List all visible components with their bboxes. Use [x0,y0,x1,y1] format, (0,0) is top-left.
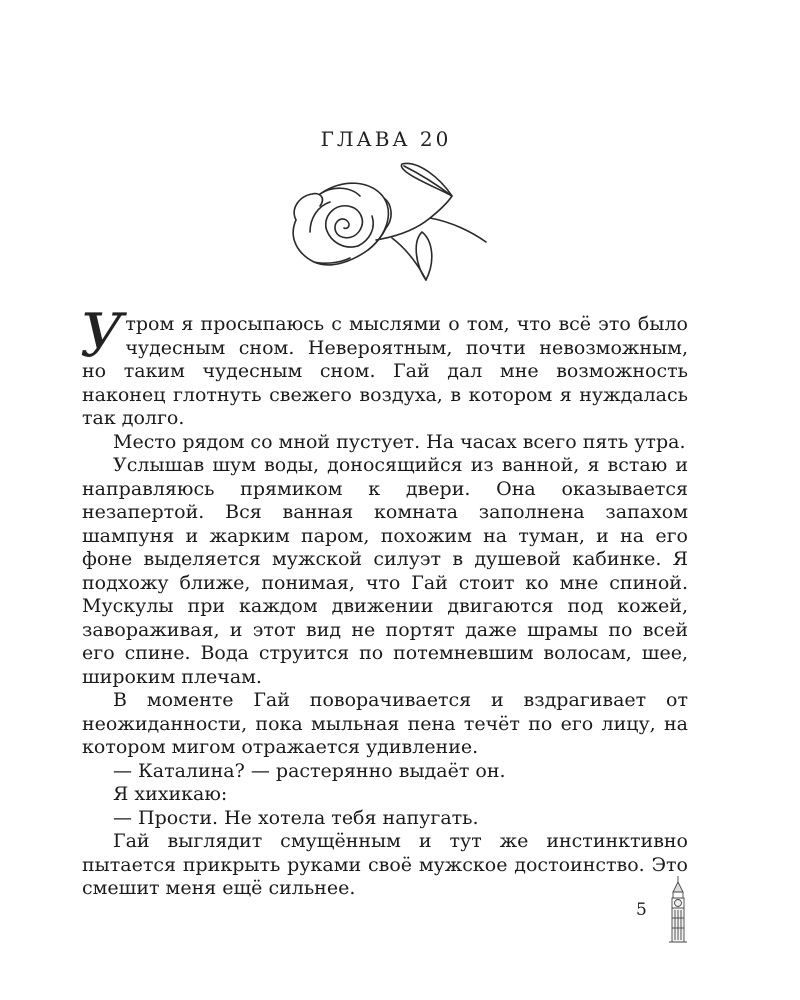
dialogue-line: — Каталина? — растерянно выдаёт он. [113,759,506,782]
drop-cap: У [80,301,124,371]
paragraph: Я хихикаю: [113,783,228,805]
page-number: 5 [636,900,647,920]
rose-illustration [280,158,490,288]
paragraph: Услышав шум воды, доносящийся из ванной, я встаю и направляюсь прямиком к двери. Она оказывается незапертой. Вся ванная комната заполнена запахом шампуня и жарким паром, похожим на туман, и на его фоне выделяется мужской силуэт в душевой кабинке. Я подхожу ближе, понимая, что Гай стоит ко мне спиной. Мускулы при каждом движении двигаются под кожей, завораживая, и этот вид не портят даже шрамы по всей его спине. Вода струится по потемневшим волосам, шее, широким плечам. [82,454,688,688]
clock-tower-icon [664,876,692,944]
paragraph: Гай выглядит смущённым и тут же инстинктивно пытается прикрыть руками своё мужское достоинство. Это смешит меня ещё сильнее. [82,830,688,899]
chapter-title: ГЛАВА 20 [320,127,452,151]
paragraph: Утром я просыпаюсь с мыслями о том, что всё это было чудесным сном. Невероятным, почти невозможным, но таким чудесным сном. Гай дал мне возможность наконец глотнуть свежего воздуха, в котором я нуждалась так долго. [80,301,688,429]
chapter-text [80,301,688,901]
paragraph: Место рядом со мной пустует. На часах всего пять утра. [113,430,686,453]
dialogue-line: — Прости. Не хотела тебя напугать. [113,806,479,829]
paragraph: В моменте Гай поворачивается и вздрагивает от неожиданности, пока мыльная пена течёт по его лицу, на котором мигом отражается удивление. [82,689,688,758]
